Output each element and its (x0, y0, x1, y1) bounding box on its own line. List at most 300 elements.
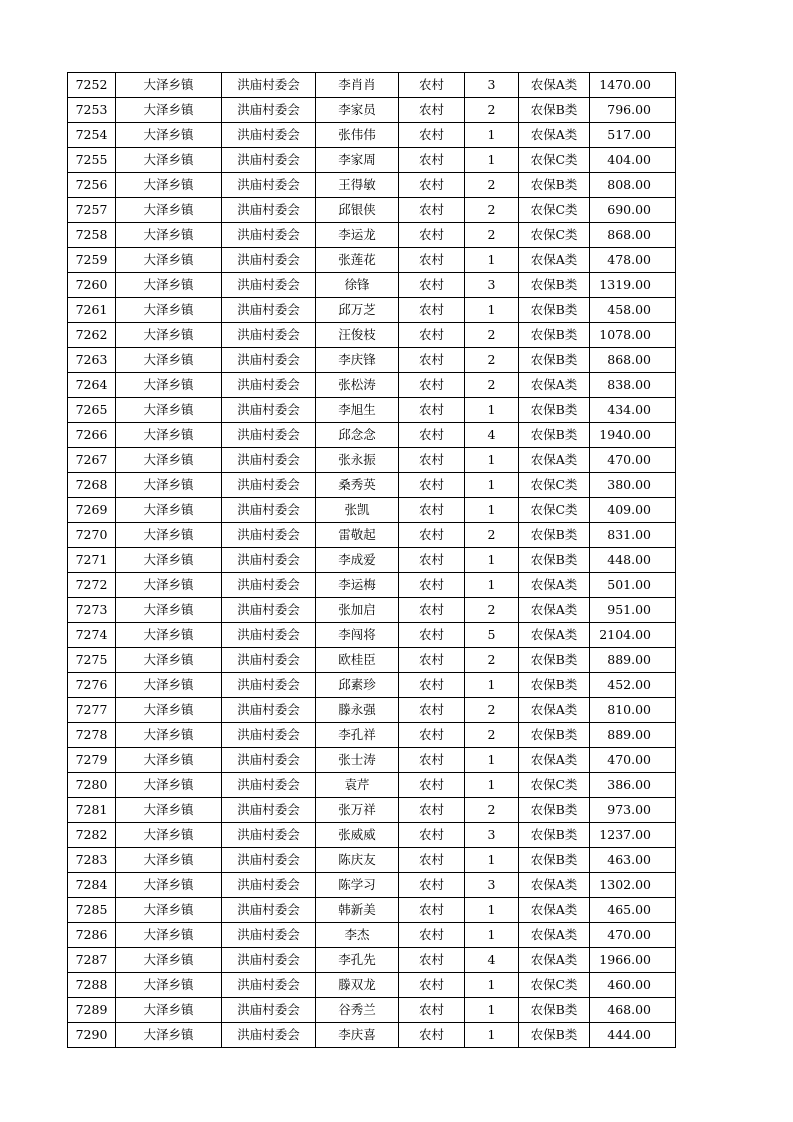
amount-cell: 889.00 (590, 648, 676, 673)
household-size-cell: 1 (465, 973, 519, 998)
name-cell: 李家周 (316, 148, 399, 173)
village-committee-cell: 洪庙村委会 (222, 198, 316, 223)
name-cell: 滕永强 (316, 698, 399, 723)
household-type-cell: 农村 (399, 223, 465, 248)
township-cell: 大泽乡镇 (116, 898, 222, 923)
household-size-cell: 2 (465, 373, 519, 398)
table-row (68, 398, 676, 423)
name-cell: 陈学习 (316, 873, 399, 898)
township-cell: 大泽乡镇 (116, 973, 222, 998)
table-row (68, 373, 676, 398)
amount-cell: 470.00 (590, 923, 676, 948)
insurance-category-cell: 农保B类 (519, 648, 590, 673)
village-committee-cell: 洪庙村委会 (222, 623, 316, 648)
insurance-category-cell: 农保B类 (519, 323, 590, 348)
amount-cell: 434.00 (590, 398, 676, 423)
records-table-body (68, 73, 676, 1048)
amount-cell: 517.00 (590, 123, 676, 148)
village-committee-cell: 洪庙村委会 (222, 173, 316, 198)
table-row (68, 748, 676, 773)
household-size-cell: 3 (465, 73, 519, 98)
name-cell: 王得敏 (316, 173, 399, 198)
village-committee-cell: 洪庙村委会 (222, 548, 316, 573)
insurance-category-cell: 农保B类 (519, 398, 590, 423)
record-number-cell: 7252 (68, 73, 116, 98)
insurance-category-cell: 农保B类 (519, 523, 590, 548)
amount-cell: 1940.00 (590, 423, 676, 448)
household-type-cell: 农村 (399, 323, 465, 348)
township-cell: 大泽乡镇 (116, 148, 222, 173)
village-committee-cell: 洪庙村委会 (222, 648, 316, 673)
household-size-cell: 2 (465, 323, 519, 348)
name-cell: 徐锋 (316, 273, 399, 298)
household-size-cell: 2 (465, 98, 519, 123)
insurance-category-cell: 农保B类 (519, 273, 590, 298)
household-size-cell: 1 (465, 148, 519, 173)
amount-cell: 501.00 (590, 573, 676, 598)
insurance-category-cell: 农保B类 (519, 1023, 590, 1048)
township-cell: 大泽乡镇 (116, 548, 222, 573)
village-committee-cell: 洪庙村委会 (222, 773, 316, 798)
record-number-cell: 7255 (68, 148, 116, 173)
insurance-category-cell: 农保B类 (519, 423, 590, 448)
township-cell: 大泽乡镇 (116, 598, 222, 623)
household-size-cell: 2 (465, 598, 519, 623)
amount-cell: 690.00 (590, 198, 676, 223)
record-number-cell: 7263 (68, 348, 116, 373)
household-type-cell: 农村 (399, 848, 465, 873)
household-type-cell: 农村 (399, 998, 465, 1023)
township-cell: 大泽乡镇 (116, 773, 222, 798)
table-row (68, 223, 676, 248)
township-cell: 大泽乡镇 (116, 323, 222, 348)
insurance-category-cell: 农保B类 (519, 823, 590, 848)
household-size-cell: 1 (465, 898, 519, 923)
name-cell: 谷秀兰 (316, 998, 399, 1023)
township-cell: 大泽乡镇 (116, 523, 222, 548)
insurance-category-cell: 农保A类 (519, 123, 590, 148)
amount-cell: 868.00 (590, 348, 676, 373)
amount-cell: 838.00 (590, 373, 676, 398)
record-number-cell: 7258 (68, 223, 116, 248)
insurance-category-cell: 农保A类 (519, 898, 590, 923)
township-cell: 大泽乡镇 (116, 998, 222, 1023)
village-committee-cell: 洪庙村委会 (222, 423, 316, 448)
amount-cell: 470.00 (590, 748, 676, 773)
household-size-cell: 1 (465, 248, 519, 273)
insurance-category-cell: 农保A类 (519, 373, 590, 398)
township-cell: 大泽乡镇 (116, 223, 222, 248)
village-committee-cell: 洪庙村委会 (222, 573, 316, 598)
name-cell: 张威威 (316, 823, 399, 848)
household-type-cell: 农村 (399, 923, 465, 948)
township-cell: 大泽乡镇 (116, 123, 222, 148)
table-row (68, 823, 676, 848)
insurance-category-cell: 农保A类 (519, 73, 590, 98)
township-cell: 大泽乡镇 (116, 623, 222, 648)
township-cell: 大泽乡镇 (116, 673, 222, 698)
amount-cell: 1470.00 (590, 73, 676, 98)
table-row (68, 948, 676, 973)
household-type-cell: 农村 (399, 198, 465, 223)
insurance-category-cell: 农保A类 (519, 598, 590, 623)
household-type-cell: 农村 (399, 273, 465, 298)
record-number-cell: 7257 (68, 198, 116, 223)
township-cell: 大泽乡镇 (116, 173, 222, 198)
household-type-cell: 农村 (399, 673, 465, 698)
insurance-category-cell: 农保C类 (519, 198, 590, 223)
household-size-cell: 4 (465, 423, 519, 448)
township-cell: 大泽乡镇 (116, 648, 222, 673)
insurance-category-cell: 农保A类 (519, 573, 590, 598)
amount-cell: 796.00 (590, 98, 676, 123)
record-number-cell: 7288 (68, 973, 116, 998)
record-number-cell: 7276 (68, 673, 116, 698)
township-cell: 大泽乡镇 (116, 923, 222, 948)
name-cell: 张伟伟 (316, 123, 399, 148)
amount-cell: 452.00 (590, 673, 676, 698)
amount-cell: 810.00 (590, 698, 676, 723)
table-row (68, 648, 676, 673)
township-cell: 大泽乡镇 (116, 198, 222, 223)
table-row (68, 473, 676, 498)
village-committee-cell: 洪庙村委会 (222, 373, 316, 398)
household-type-cell: 农村 (399, 623, 465, 648)
household-size-cell: 2 (465, 723, 519, 748)
insurance-category-cell: 农保C类 (519, 148, 590, 173)
household-type-cell: 农村 (399, 498, 465, 523)
record-number-cell: 7268 (68, 473, 116, 498)
household-size-cell: 1 (465, 473, 519, 498)
insurance-category-cell: 农保A类 (519, 923, 590, 948)
household-size-cell: 1 (465, 298, 519, 323)
household-type-cell: 农村 (399, 698, 465, 723)
record-number-cell: 7253 (68, 98, 116, 123)
township-cell: 大泽乡镇 (116, 448, 222, 473)
township-cell: 大泽乡镇 (116, 1023, 222, 1048)
table-row (68, 248, 676, 273)
household-size-cell: 2 (465, 223, 519, 248)
household-size-cell: 3 (465, 273, 519, 298)
township-cell: 大泽乡镇 (116, 823, 222, 848)
record-number-cell: 7265 (68, 398, 116, 423)
amount-cell: 1078.00 (590, 323, 676, 348)
name-cell: 滕双龙 (316, 973, 399, 998)
household-size-cell: 1 (465, 1023, 519, 1048)
township-cell: 大泽乡镇 (116, 98, 222, 123)
household-size-cell: 1 (465, 748, 519, 773)
name-cell: 李成爱 (316, 548, 399, 573)
table-row (68, 273, 676, 298)
amount-cell: 973.00 (590, 798, 676, 823)
amount-cell: 448.00 (590, 548, 676, 573)
township-cell: 大泽乡镇 (116, 298, 222, 323)
township-cell: 大泽乡镇 (116, 423, 222, 448)
table-row (68, 523, 676, 548)
household-size-cell: 3 (465, 873, 519, 898)
insurance-category-cell: 农保C类 (519, 473, 590, 498)
record-number-cell: 7271 (68, 548, 116, 573)
name-cell: 张松涛 (316, 373, 399, 398)
township-cell: 大泽乡镇 (116, 798, 222, 823)
amount-cell: 889.00 (590, 723, 676, 748)
table-row (68, 198, 676, 223)
record-number-cell: 7285 (68, 898, 116, 923)
record-number-cell: 7289 (68, 998, 116, 1023)
insurance-category-cell: 农保B类 (519, 548, 590, 573)
amount-cell: 380.00 (590, 473, 676, 498)
name-cell: 邱银侠 (316, 198, 399, 223)
village-committee-cell: 洪庙村委会 (222, 898, 316, 923)
table-row (68, 298, 676, 323)
household-type-cell: 农村 (399, 373, 465, 398)
record-number-cell: 7283 (68, 848, 116, 873)
household-type-cell: 农村 (399, 73, 465, 98)
household-type-cell: 农村 (399, 98, 465, 123)
table-row (68, 773, 676, 798)
table-row (68, 798, 676, 823)
village-committee-cell: 洪庙村委会 (222, 98, 316, 123)
household-size-cell: 1 (465, 498, 519, 523)
amount-cell: 951.00 (590, 598, 676, 623)
table-row (68, 673, 676, 698)
household-type-cell: 农村 (399, 348, 465, 373)
village-committee-cell: 洪庙村委会 (222, 323, 316, 348)
household-type-cell: 农村 (399, 1023, 465, 1048)
household-type-cell: 农村 (399, 398, 465, 423)
table-row (68, 173, 676, 198)
name-cell: 李闯将 (316, 623, 399, 648)
household-type-cell: 农村 (399, 648, 465, 673)
amount-cell: 2104.00 (590, 623, 676, 648)
amount-cell: 1319.00 (590, 273, 676, 298)
table-row (68, 698, 676, 723)
village-committee-cell: 洪庙村委会 (222, 498, 316, 523)
name-cell: 张万祥 (316, 798, 399, 823)
village-committee-cell: 洪庙村委会 (222, 473, 316, 498)
village-committee-cell: 洪庙村委会 (222, 873, 316, 898)
township-cell: 大泽乡镇 (116, 748, 222, 773)
record-number-cell: 7267 (68, 448, 116, 473)
record-number-cell: 7259 (68, 248, 116, 273)
insurance-category-cell: 农保A类 (519, 873, 590, 898)
name-cell: 李运梅 (316, 573, 399, 598)
table-row (68, 848, 676, 873)
table-row (68, 448, 676, 473)
township-cell: 大泽乡镇 (116, 73, 222, 98)
name-cell: 雷敬起 (316, 523, 399, 548)
amount-cell: 470.00 (590, 448, 676, 473)
household-size-cell: 2 (465, 198, 519, 223)
household-type-cell: 农村 (399, 598, 465, 623)
insurance-category-cell: 农保B类 (519, 173, 590, 198)
amount-cell: 458.00 (590, 298, 676, 323)
household-size-cell: 1 (465, 773, 519, 798)
township-cell: 大泽乡镇 (116, 373, 222, 398)
name-cell: 李旭生 (316, 398, 399, 423)
village-committee-cell: 洪庙村委会 (222, 673, 316, 698)
village-committee-cell: 洪庙村委会 (222, 973, 316, 998)
household-size-cell: 5 (465, 623, 519, 648)
table-row (68, 73, 676, 98)
household-type-cell: 农村 (399, 898, 465, 923)
record-number-cell: 7262 (68, 323, 116, 348)
village-committee-cell: 洪庙村委会 (222, 798, 316, 823)
township-cell: 大泽乡镇 (116, 948, 222, 973)
name-cell: 张永振 (316, 448, 399, 473)
village-committee-cell: 洪庙村委会 (222, 123, 316, 148)
household-type-cell: 农村 (399, 873, 465, 898)
village-committee-cell: 洪庙村委会 (222, 723, 316, 748)
household-size-cell: 1 (465, 398, 519, 423)
table-row (68, 423, 676, 448)
name-cell: 袁芹 (316, 773, 399, 798)
record-number-cell: 7286 (68, 923, 116, 948)
household-type-cell: 农村 (399, 473, 465, 498)
township-cell: 大泽乡镇 (116, 723, 222, 748)
name-cell: 李肖肖 (316, 73, 399, 98)
village-committee-cell: 洪庙村委会 (222, 73, 316, 98)
name-cell: 李孔先 (316, 948, 399, 973)
village-committee-cell: 洪庙村委会 (222, 923, 316, 948)
household-type-cell: 农村 (399, 823, 465, 848)
household-type-cell: 农村 (399, 773, 465, 798)
name-cell: 欧桂臣 (316, 648, 399, 673)
table-row (68, 1023, 676, 1048)
table-row (68, 598, 676, 623)
insurance-category-cell: 农保C类 (519, 973, 590, 998)
household-type-cell: 农村 (399, 148, 465, 173)
village-committee-cell: 洪庙村委会 (222, 998, 316, 1023)
name-cell: 邱万芝 (316, 298, 399, 323)
amount-cell: 386.00 (590, 773, 676, 798)
record-number-cell: 7264 (68, 373, 116, 398)
record-number-cell: 7275 (68, 648, 116, 673)
record-number-cell: 7273 (68, 598, 116, 623)
table-row (68, 923, 676, 948)
village-committee-cell: 洪庙村委会 (222, 523, 316, 548)
table-row (68, 148, 676, 173)
table-row (68, 548, 676, 573)
village-committee-cell: 洪庙村委会 (222, 148, 316, 173)
household-type-cell: 农村 (399, 423, 465, 448)
household-size-cell: 3 (465, 823, 519, 848)
village-committee-cell: 洪庙村委会 (222, 273, 316, 298)
record-number-cell: 7254 (68, 123, 116, 148)
township-cell: 大泽乡镇 (116, 873, 222, 898)
household-size-cell: 1 (465, 923, 519, 948)
name-cell: 陈庆友 (316, 848, 399, 873)
table-row (68, 998, 676, 1023)
table-row (68, 623, 676, 648)
amount-cell: 460.00 (590, 973, 676, 998)
household-size-cell: 1 (465, 548, 519, 573)
amount-cell: 444.00 (590, 1023, 676, 1048)
name-cell: 李运龙 (316, 223, 399, 248)
name-cell: 李杰 (316, 923, 399, 948)
name-cell: 李家员 (316, 98, 399, 123)
household-type-cell: 农村 (399, 523, 465, 548)
table-row (68, 498, 676, 523)
name-cell: 汪俊枝 (316, 323, 399, 348)
village-committee-cell: 洪庙村委会 (222, 223, 316, 248)
name-cell: 李庆锋 (316, 348, 399, 373)
records-table (67, 72, 676, 1048)
household-type-cell: 农村 (399, 798, 465, 823)
township-cell: 大泽乡镇 (116, 348, 222, 373)
insurance-category-cell: 农保B类 (519, 348, 590, 373)
household-type-cell: 农村 (399, 723, 465, 748)
table-row (68, 973, 676, 998)
household-size-cell: 1 (465, 448, 519, 473)
household-size-cell: 1 (465, 573, 519, 598)
village-committee-cell: 洪庙村委会 (222, 698, 316, 723)
record-number-cell: 7261 (68, 298, 116, 323)
village-committee-cell: 洪庙村委会 (222, 298, 316, 323)
record-number-cell: 7290 (68, 1023, 116, 1048)
name-cell: 李孔祥 (316, 723, 399, 748)
township-cell: 大泽乡镇 (116, 498, 222, 523)
name-cell: 张士涛 (316, 748, 399, 773)
record-number-cell: 7277 (68, 698, 116, 723)
amount-cell: 463.00 (590, 848, 676, 873)
township-cell: 大泽乡镇 (116, 698, 222, 723)
township-cell: 大泽乡镇 (116, 473, 222, 498)
insurance-category-cell: 农保B类 (519, 723, 590, 748)
insurance-category-cell: 农保C类 (519, 498, 590, 523)
insurance-category-cell: 农保A类 (519, 448, 590, 473)
record-number-cell: 7281 (68, 798, 116, 823)
household-type-cell: 农村 (399, 973, 465, 998)
amount-cell: 1302.00 (590, 873, 676, 898)
township-cell: 大泽乡镇 (116, 573, 222, 598)
household-size-cell: 2 (465, 648, 519, 673)
village-committee-cell: 洪庙村委会 (222, 248, 316, 273)
amount-cell: 831.00 (590, 523, 676, 548)
table-row (68, 348, 676, 373)
village-committee-cell: 洪庙村委会 (222, 748, 316, 773)
village-committee-cell: 洪庙村委会 (222, 348, 316, 373)
household-type-cell: 农村 (399, 123, 465, 148)
village-committee-cell: 洪庙村委会 (222, 948, 316, 973)
insurance-category-cell: 农保B类 (519, 673, 590, 698)
name-cell: 邱素珍 (316, 673, 399, 698)
record-number-cell: 7270 (68, 523, 116, 548)
household-size-cell: 1 (465, 123, 519, 148)
table-row (68, 573, 676, 598)
insurance-category-cell: 农保B类 (519, 998, 590, 1023)
household-size-cell: 2 (465, 698, 519, 723)
insurance-category-cell: 农保A类 (519, 948, 590, 973)
record-number-cell: 7272 (68, 573, 116, 598)
insurance-category-cell: 农保B类 (519, 848, 590, 873)
household-type-cell: 农村 (399, 948, 465, 973)
village-committee-cell: 洪庙村委会 (222, 848, 316, 873)
insurance-category-cell: 农保C类 (519, 223, 590, 248)
household-size-cell: 2 (465, 523, 519, 548)
township-cell: 大泽乡镇 (116, 273, 222, 298)
household-type-cell: 农村 (399, 448, 465, 473)
amount-cell: 808.00 (590, 173, 676, 198)
amount-cell: 468.00 (590, 998, 676, 1023)
household-size-cell: 1 (465, 673, 519, 698)
name-cell: 邱念念 (316, 423, 399, 448)
table-row (68, 98, 676, 123)
name-cell: 张莲花 (316, 248, 399, 273)
record-number-cell: 7260 (68, 273, 116, 298)
record-number-cell: 7278 (68, 723, 116, 748)
amount-cell: 478.00 (590, 248, 676, 273)
